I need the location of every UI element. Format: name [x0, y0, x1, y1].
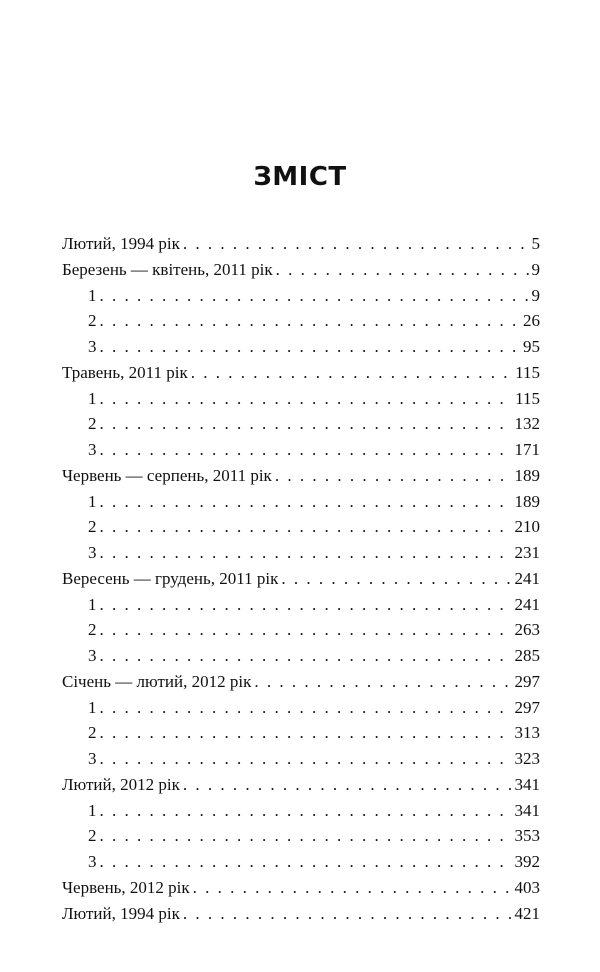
toc-entry-label: 3 — [88, 543, 97, 562]
dot-leader — [191, 360, 512, 386]
toc-entry-label: 2 — [88, 723, 97, 743]
toc-entry-label: 2 — [88, 414, 97, 434]
toc-entry-label: 2 — [88, 311, 97, 331]
dot-leader — [100, 720, 512, 746]
toc-entry — [62, 360, 540, 386]
toc-page-number: 353 — [514, 826, 540, 846]
dot-leader — [100, 308, 521, 334]
toc-page-number: 26 — [523, 311, 540, 331]
toc-page-number: 189 — [514, 465, 540, 485]
toc-entry-label: Червень — серпень, 2011 рік — [62, 465, 272, 485]
toc-entry-label: 1 — [88, 594, 97, 614]
toc-subentry — [62, 283, 540, 309]
toc-entry-label: Червень, 2012 рік — [62, 877, 190, 897]
toc-page-number: 171 — [514, 440, 540, 459]
toc-entry — [62, 669, 540, 695]
toc-entry — [62, 257, 540, 283]
dot-leader — [100, 283, 529, 309]
toc-subentry — [62, 411, 540, 437]
dot-leader — [276, 257, 529, 283]
dot-leader — [100, 592, 512, 618]
dot-leader — [254, 669, 511, 695]
toc-subentry — [62, 308, 540, 334]
toc-page-number: 132 — [514, 414, 540, 434]
toc-subentry — [62, 695, 540, 721]
toc-subentry — [62, 334, 540, 360]
page-title: ЗМІСТ — [253, 162, 347, 192]
dot-leader — [183, 901, 512, 927]
toc-entry-label: Лютий, 2012 рік — [62, 774, 180, 794]
dot-leader — [100, 798, 512, 824]
toc-page-number: 115 — [515, 388, 540, 408]
toc-page-number: 263 — [514, 620, 540, 640]
toc-page-number: 95 — [523, 337, 540, 356]
toc-page-number: 9 — [531, 285, 540, 305]
toc-entry-label: Січень — лютий, 2012 рік — [62, 671, 252, 691]
dot-leader — [100, 746, 512, 772]
dot-leader — [183, 231, 529, 257]
toc-entry-label: 1 — [88, 388, 97, 408]
toc-subentry — [62, 798, 540, 824]
toc-entry-label: 3 — [88, 852, 97, 871]
toc-entry — [62, 566, 540, 592]
toc-page-number: 285 — [514, 646, 540, 665]
toc-subentry — [62, 592, 540, 618]
dot-leader — [100, 695, 512, 721]
toc-entry-label: 2 — [88, 517, 97, 537]
toc-page-number: 241 — [514, 568, 540, 588]
toc-entry-label: 3 — [88, 440, 97, 459]
toc-page-number: 210 — [514, 517, 540, 537]
toc-subentry — [62, 720, 540, 746]
toc-subentry — [62, 514, 540, 540]
toc-subentry — [62, 746, 540, 772]
dot-leader — [100, 823, 512, 849]
toc-subentry — [62, 386, 540, 412]
toc-subentry — [62, 823, 540, 849]
toc-entry-label: 2 — [88, 620, 97, 640]
toc-page-number: 9 — [531, 259, 540, 279]
dot-leader — [100, 617, 512, 643]
toc-page-number: 323 — [514, 749, 540, 768]
toc-entry-label: 3 — [88, 749, 97, 768]
toc-page-number: 115 — [515, 362, 540, 382]
toc-page-number: 189 — [514, 491, 540, 511]
toc-entry-label: Березень — квітень, 2011 рік — [62, 259, 273, 279]
toc-entry-label: Травень, 2011 рік — [62, 362, 188, 382]
dot-leader — [100, 411, 512, 437]
toc-entry-label: 2 — [88, 826, 97, 846]
dot-leader — [183, 772, 512, 798]
toc-entry-label: 3 — [88, 646, 97, 665]
toc-page-number: 297 — [514, 697, 540, 717]
toc-entry-label: 1 — [88, 285, 97, 305]
dot-leader — [275, 463, 512, 489]
toc-subentry — [62, 617, 540, 643]
toc-page-number: 297 — [514, 671, 540, 691]
toc-entry — [62, 875, 540, 901]
toc-subentry — [62, 643, 540, 669]
toc-page-number: 392 — [514, 852, 540, 871]
toc-page-number: 341 — [514, 774, 540, 794]
dot-leader — [100, 643, 512, 669]
toc-entry-label: 1 — [88, 800, 97, 820]
toc-page-number: 5 — [531, 234, 540, 253]
dot-leader — [100, 386, 513, 412]
toc-entry-label: Вересень — грудень, 2011 рік — [62, 568, 279, 588]
dot-leader — [281, 566, 511, 592]
toc-entry-label: Лютий, 1994 рік — [62, 234, 180, 253]
toc-entry-label: 1 — [88, 697, 97, 717]
dot-leader — [100, 334, 521, 360]
toc-entry — [62, 231, 540, 257]
toc-entry-label: Лютий, 1994 рік — [62, 903, 180, 923]
dot-leader — [193, 875, 512, 901]
toc-page-number: 341 — [514, 800, 540, 820]
toc-entry-label: 1 — [88, 491, 97, 511]
toc-page-number: 241 — [514, 594, 540, 614]
toc-page-number: 421 — [514, 903, 540, 923]
toc-subentry — [62, 540, 540, 566]
dot-leader — [100, 540, 512, 566]
dot-leader — [100, 437, 512, 463]
table-of-contents — [62, 231, 540, 926]
dot-leader — [100, 849, 512, 875]
toc-entry — [62, 901, 540, 927]
toc-page-number: 231 — [514, 543, 540, 562]
toc-subentry — [62, 849, 540, 875]
toc-entry — [62, 463, 540, 489]
toc-page-number: 313 — [514, 723, 540, 743]
dot-leader — [100, 489, 512, 515]
toc-subentry — [62, 489, 540, 515]
toc-entry — [62, 772, 540, 798]
toc-subentry — [62, 437, 540, 463]
dot-leader — [100, 514, 512, 540]
toc-entry-label: 3 — [88, 337, 97, 356]
toc-page-number: 403 — [514, 877, 540, 897]
